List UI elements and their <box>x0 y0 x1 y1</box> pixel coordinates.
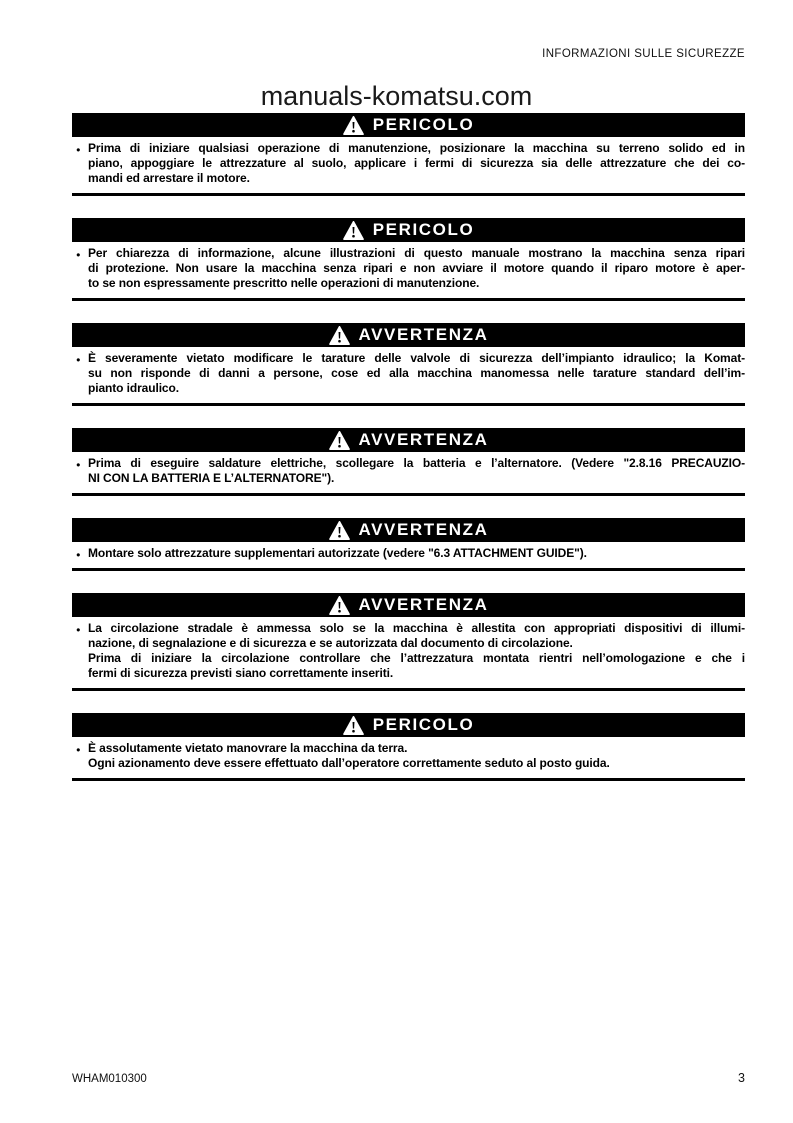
warning-section <box>72 218 745 301</box>
banner-label: AVVERTENZA <box>358 325 489 344</box>
warning-section <box>72 518 745 571</box>
text-line: ● Prima di eseguire saldature elettriche, scollegare la batteria e l’alternatore. (Vedere "2.8.16 PRECAUZIO- <box>88 456 745 471</box>
banner-label: AVVERTENZA <box>358 520 489 539</box>
warning-section <box>72 323 745 406</box>
text-line: pianto idraulico. <box>88 381 179 395</box>
footer-doc-code: WHAM010300 <box>72 1073 147 1085</box>
warning-triangle-icon <box>329 326 350 345</box>
warning-triangle-icon <box>329 431 350 450</box>
text-line: Prima di iniziare la circolazione controllare che l’attrezzatura montata rientri nell’omologazione e che i <box>88 651 745 665</box>
warning-banner <box>72 713 745 737</box>
text-line: fermi di sicurezza previsti siano correttamente inseriti. <box>88 666 394 680</box>
warning-triangle-icon <box>343 716 364 735</box>
section-rule <box>72 688 745 691</box>
banner-label: AVVERTENZA <box>358 430 489 449</box>
warning-triangle-icon <box>329 596 350 615</box>
text-line: ● Prima di iniziare qualsiasi operazione di manutenzione, posizionare la macchina su terreno solido ed in <box>88 141 745 156</box>
text-line: ● È severamente vietato modificare le tarature delle valvole di sicurezza dell’impianto idraulico; la Komat- <box>88 351 745 366</box>
warning-banner <box>72 323 745 347</box>
warning-banner <box>72 218 745 242</box>
text-line: nazione, di segnalazione e di sicurezza e se autorizzata dal documento di circolazione. <box>88 636 573 650</box>
warning-banner <box>72 428 745 452</box>
section-lines <box>72 242 745 298</box>
section-lines <box>72 452 745 493</box>
footer <box>72 1071 745 1085</box>
footer-page-number: 3 <box>738 1071 745 1085</box>
warning-banner <box>72 518 745 542</box>
text-line: ● È assolutamente vietato manovrare la macchina da terra. <box>88 741 745 756</box>
section-rule <box>72 568 745 571</box>
section-rule <box>72 193 745 196</box>
section-rule <box>72 778 745 781</box>
banner-label: PERICOLO <box>372 220 475 239</box>
section-lines <box>72 617 745 688</box>
warning-section <box>72 593 745 691</box>
section-lines <box>72 542 745 568</box>
text-line: ● Per chiarezza di informazione, alcune illustrazioni di questo manuale mostrano la macchina senza ripari <box>88 246 745 261</box>
warning-banner <box>72 113 745 137</box>
warning-triangle-icon <box>329 521 350 540</box>
section-rule <box>72 493 745 496</box>
text-line: ● Montare solo attrezzature supplementari autorizzate (vedere "6.3 ATTACHMENT GUIDE"). <box>88 546 745 561</box>
section-rule <box>72 298 745 301</box>
warning-triangle-icon <box>343 116 364 135</box>
section-lines <box>72 347 745 403</box>
text-line: Ogni azionamento deve essere effettuato dall’operatore correttamente seduto al posto guida. <box>88 756 610 770</box>
text-line: ● La circolazione stradale è ammessa solo se la macchina è allestita con appropriati dispositivi di illumi- <box>88 621 745 636</box>
section-rule <box>72 403 745 406</box>
page-header: INFORMAZIONI SULLE SICUREZZE <box>542 48 745 60</box>
text-line: piano, appoggiare le attrezzature al suolo, applicare i fermi di sicurezza sia delle attrezzature che dei co- <box>88 156 745 170</box>
text-line: di protezione. Non usare la macchina senza ripari e non avviare il motore quando il riparo motore è aper- <box>88 261 745 275</box>
warning-section <box>72 113 745 196</box>
banner-label: PERICOLO <box>372 715 475 734</box>
banner-label: AVVERTENZA <box>358 595 489 614</box>
text-line: su non risponde di danni a persone, cose ed alla macchina manomessa nelle tarature standard dell’im- <box>88 366 745 380</box>
warning-triangle-icon <box>343 221 364 240</box>
warning-sections <box>72 113 745 803</box>
text-line: mandi ed arrestare il motore. <box>88 171 250 185</box>
section-lines <box>72 137 745 193</box>
text-line: NI CON LA BATTERIA E L’ALTERNATORE"). <box>88 471 335 485</box>
warning-section <box>72 428 745 496</box>
text-line: to se non espressamente prescritto nelle operazioni di manutenzione. <box>88 276 480 290</box>
section-lines <box>72 737 745 778</box>
banner-label: PERICOLO <box>372 115 475 134</box>
warning-section <box>72 713 745 781</box>
warning-banner <box>72 593 745 617</box>
watermark-text: manuals-komatsu.com <box>260 81 533 111</box>
